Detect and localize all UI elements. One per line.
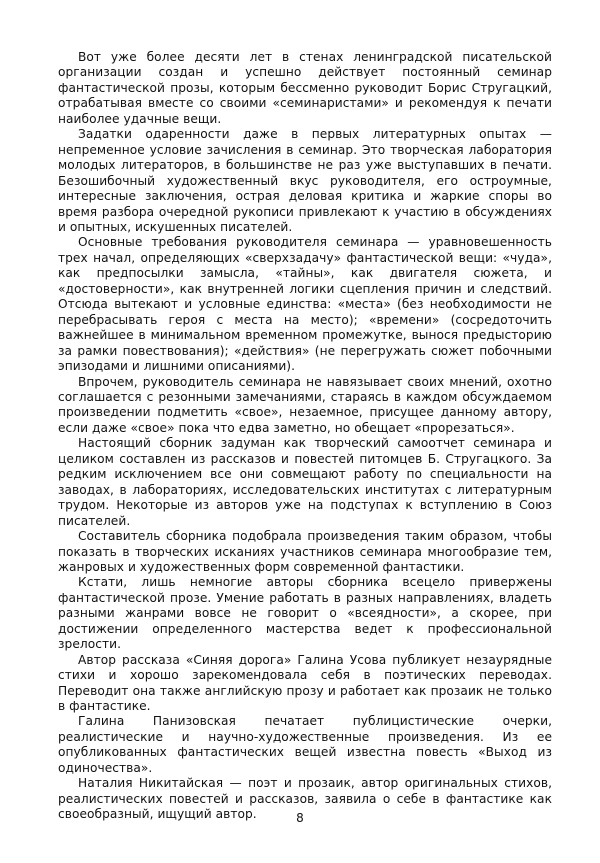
paragraph-compiler: Составитель сборника подобрала произведения таким образом, чтобы показать в творческих исканиях участников семинара многообразие тем, жанровых и художественных форм современной фантастики.	[58, 529, 552, 574]
paragraph-authors-versatility: Кстати, лишь немногие авторы сборника всецело привержены фантастической прозе. Умение работать в разных направлениях, владеть разными жанрами вовсе не говорит о «всеядности», а скорее, при достижении определенного мастерства ведет к профессиональной зрелости.	[58, 575, 552, 652]
paragraph-leader-approach: Впрочем, руководитель семинара не навязывает своих мнений, охотно соглашается с резонными замечаниями, стараясь в каждом обсуждаемом произведении подметить «свое», незаемное, присущее данному автору, если даже «свое» пока что едва заметно, но обещает «прорезаться».	[58, 374, 552, 435]
page-number: 8	[296, 811, 304, 825]
paragraph-requirements: Основные требования руководителя семинара — уравновешенность трех начал, определяющих «сверхзадачу» фантастической вещи: «чуда», как предпосылки замысла, «тайны», как двигателя сюжета, и «достоверности», как внутренней логики сцепления причин и следствий. Отсюда вытекают и условные единства: «места» (без необходимости не перебрасывать героя с места на место); «времени» (сосредоточить важнейшее в минимальном временном промежутке, вынося предысторию за рамки повествования); «действия» (не перегружать сюжет побочными эпизодами и лишними описаниями).	[58, 235, 552, 374]
page-body	[58, 50, 552, 823]
paragraph-natalia-nikitaiskaya: Наталия Никитайская — поэт и прозаик, автор оригинальных стихов, реалистических повестей и рассказов, заявила о себе в фантастике как своеобразный, ищущий автор.	[58, 776, 552, 822]
paragraph-collection-purpose: Настоящий сборник задуман как творческий самоотчет семинара и целиком составлен из рассказов и повестей питомцев Б. Стругацкого. За редким исключением все они совмещают работу по специальности на заводах, в лабораториях, исследовательских институтах с литературным трудом. Некоторые из авторов уже на подступах к вступлению в Союз писателей.	[58, 436, 552, 528]
paragraph-galina-panizovskaya: Галина Панизовская печатает публицистические очерки, реалистические и научно-художественные произведения. Из ее опубликованных фантастических вещей известна повесть «Выход из одиночества».	[58, 714, 552, 775]
paragraph-admission: Задатки одаренности даже в первых литературных опытах — непременное условие зачисления в семинар. Это творческая лаборатория молодых литераторов, в большинстве не раз уже выступавших в печати. Безошибочный художественный вкус руководителя, его остроумные, интересные заключения, острая деловая критика и жаркие споры во время разбора очередной рукописи привлекают к участию в обсуждениях и опытных, искушенных писателей.	[58, 127, 552, 234]
paragraph-seminar-intro: Вот уже более десяти лет в стенах ленинградской писательской организации создан и успешно действует постоянный семинар фантастической прозы, которым бессменно руководит Борис Стругацкий, отрабатывая вместе со своими «семинаристами» и рекомендуя к печати наиболее удачные вещи.	[58, 50, 552, 126]
paragraph-galina-usova: Автор рассказа «Синяя дорога» Галина Усова публикует незаурядные стихи и хорошо зарекомендовала себя в поэтических переводах. Переводит она также английскую прозу и работает как прозаик не только в фантастике.	[58, 652, 552, 714]
